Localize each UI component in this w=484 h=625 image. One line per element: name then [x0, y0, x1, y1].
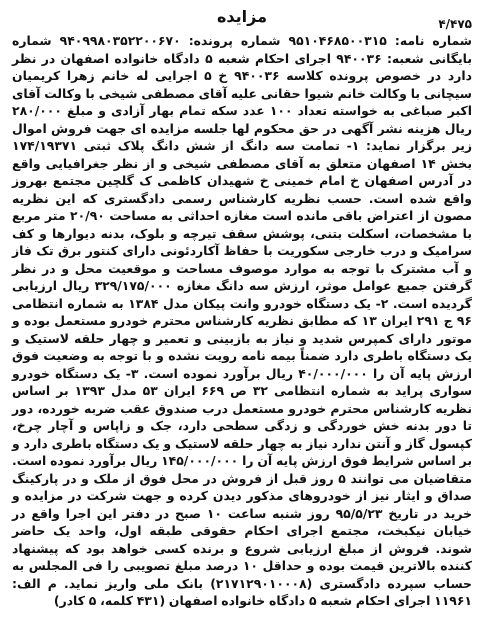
notice-title: مزایده	[216, 7, 268, 26]
notice-code: ۴/۴۷۵	[438, 17, 472, 31]
notice-body	[12, 32, 472, 610]
notice-paragraph: شماره نامه: ۹۵۱۰۴۶۸۵۰۰۳۱۵ شماره پرونده: ۹۴۰۹۹۸۰۳۵۲۲۰۰۶۷۰ شماره بایگانی شعبه: ۹۴۰۰۳۶ اجرای احکام شعبه ۵ دادگاه خانواده اصفهان در نظر دارد در خصوص پرونده کلاسه ۹۴۰۰۳۶ خ ۵ اجرایی له خانم زهرا کریمیان سیچانی با وکالت خانم شیوا حقانی علیه آقای مصطفی شیخی با وکالت آقای اکبر صباغی به خواسته تعداد ۱۰۰ عدد سکه تمام بهار آزادی و مبلغ ۲۸۰/۰۰۰ ریال هزینه نشر آگهی در حق محکوم لها جلسه مزایده ای جهت فروش اموال زیر برگزار نماید: ۱- تمامت سه دانگ از شش دانگ پلاک ثبتی ۱۷۴/۱۹۳۷۱ بخش ۱۴ اصفهان متعلق به آقای مصطفی شیخی و از نظر جغرافیایی واقع در آدرس اصفهان خ امام خمینی خ شهیدان کاظمی ک گلچین مجتمع بهروز واقع شده است. حسب نظریه کارشناس رسمی دادگستری که این نظریه مصون از اعتراض باقی مانده است مغازه احداثی به مساحت ۲۰/۹۰ متر مربع با مشخصات، اسکلت بتنی، پوشش سقف تیرچه و بلوک، بدنه دیوارها و کف سرامیک و درب خارجی سکوریت با حفاظ آکاردئونی دارای کنتور برق تک فاز و آب مشترک با توجه به موارد موصوف مساحت و موقعیت محل و در نظر گرفتن جمیع عوامل موثر، ارزش سه دانگ مغازه ۳۲۹/۱۷۵/۰۰۰ ریال ارزیابی گردیده است. ۲- یک دستگاه خودرو وانت پیکان مدل ۱۳۸۴ به شماره انتظامی ۹۶ ج ۲۹۱ ایران ۱۳ که مطابق نظریه کارشناس محترم خودرو مستعمل بوده و موتور دارای کمپرس شدید و نیاز به بازبینی و تعمیر و چهار حلقه لاستیک و یک دستگاه باطری دارد ضمناً بیمه نامه رویت نشده و با توجه به وضعیت فوق ارزش پایه آن را ۴۰/۰۰۰/۰۰۰ ریال برآورد نموده است. ۳- یک دستگاه خودرو سواری پراید به شماره انتظامی ۳۲ ص ۶۶۹ ایران ۵۳ مدل ۱۳۹۳ بر اساس نظریه کارشناس محترم خودرو مستعمل درب صندوق عقب ضربه خورده، دور تا دور بدنه خش خوردگی و زدگی سطحی دارد، جک و زاپاس و آچار چرخ، کپسول گاز و آنتن ندارد نیاز به چهار حلقه لاستیک و یک دستگاه باطری دارد و بر اساس شرایط فوق ارزش پایه آن را ۱۴۵/۰۰۰/۰۰۰ ریال برآورد نموده است. متقاضیان می توانند ۵ روز قبل از فروش در محل فوق از ملک و در پارکینگ صداق و ایثار نیز از خودروهای مذکور دیدن کرده و جهت شرکت در مزایده و خرید در تاریخ ۹۵/۵/۲۳ روز شنبه ساعت ۱۰ صبح در دفتر این اجرا واقع در خیابان نیکبخت، مجتمع اجرای احکام حقوقی طبقه اول، واحد یک حاضر شوند. فروش از مبلغ ارزیابی شروع و برنده کسی خواهد بود که پیشنهاد کننده بالاترین قیمت بوده و حداقل ۱۰ درصد مبلغ تصویبی را فی المجلس به حساب سپرده دادگستری (۲۱۷۱۲۹۰۱۰۰۰۸) بانک ملی واریز نماید. م الف: ۱۱۹۶۱ اجرای احکام شعبه ۵ دادگاه خانواده اصفهان (۴۳۱ کلمه، ۵ کادر)	[12, 33, 473, 608]
notice-header	[12, 6, 472, 31]
